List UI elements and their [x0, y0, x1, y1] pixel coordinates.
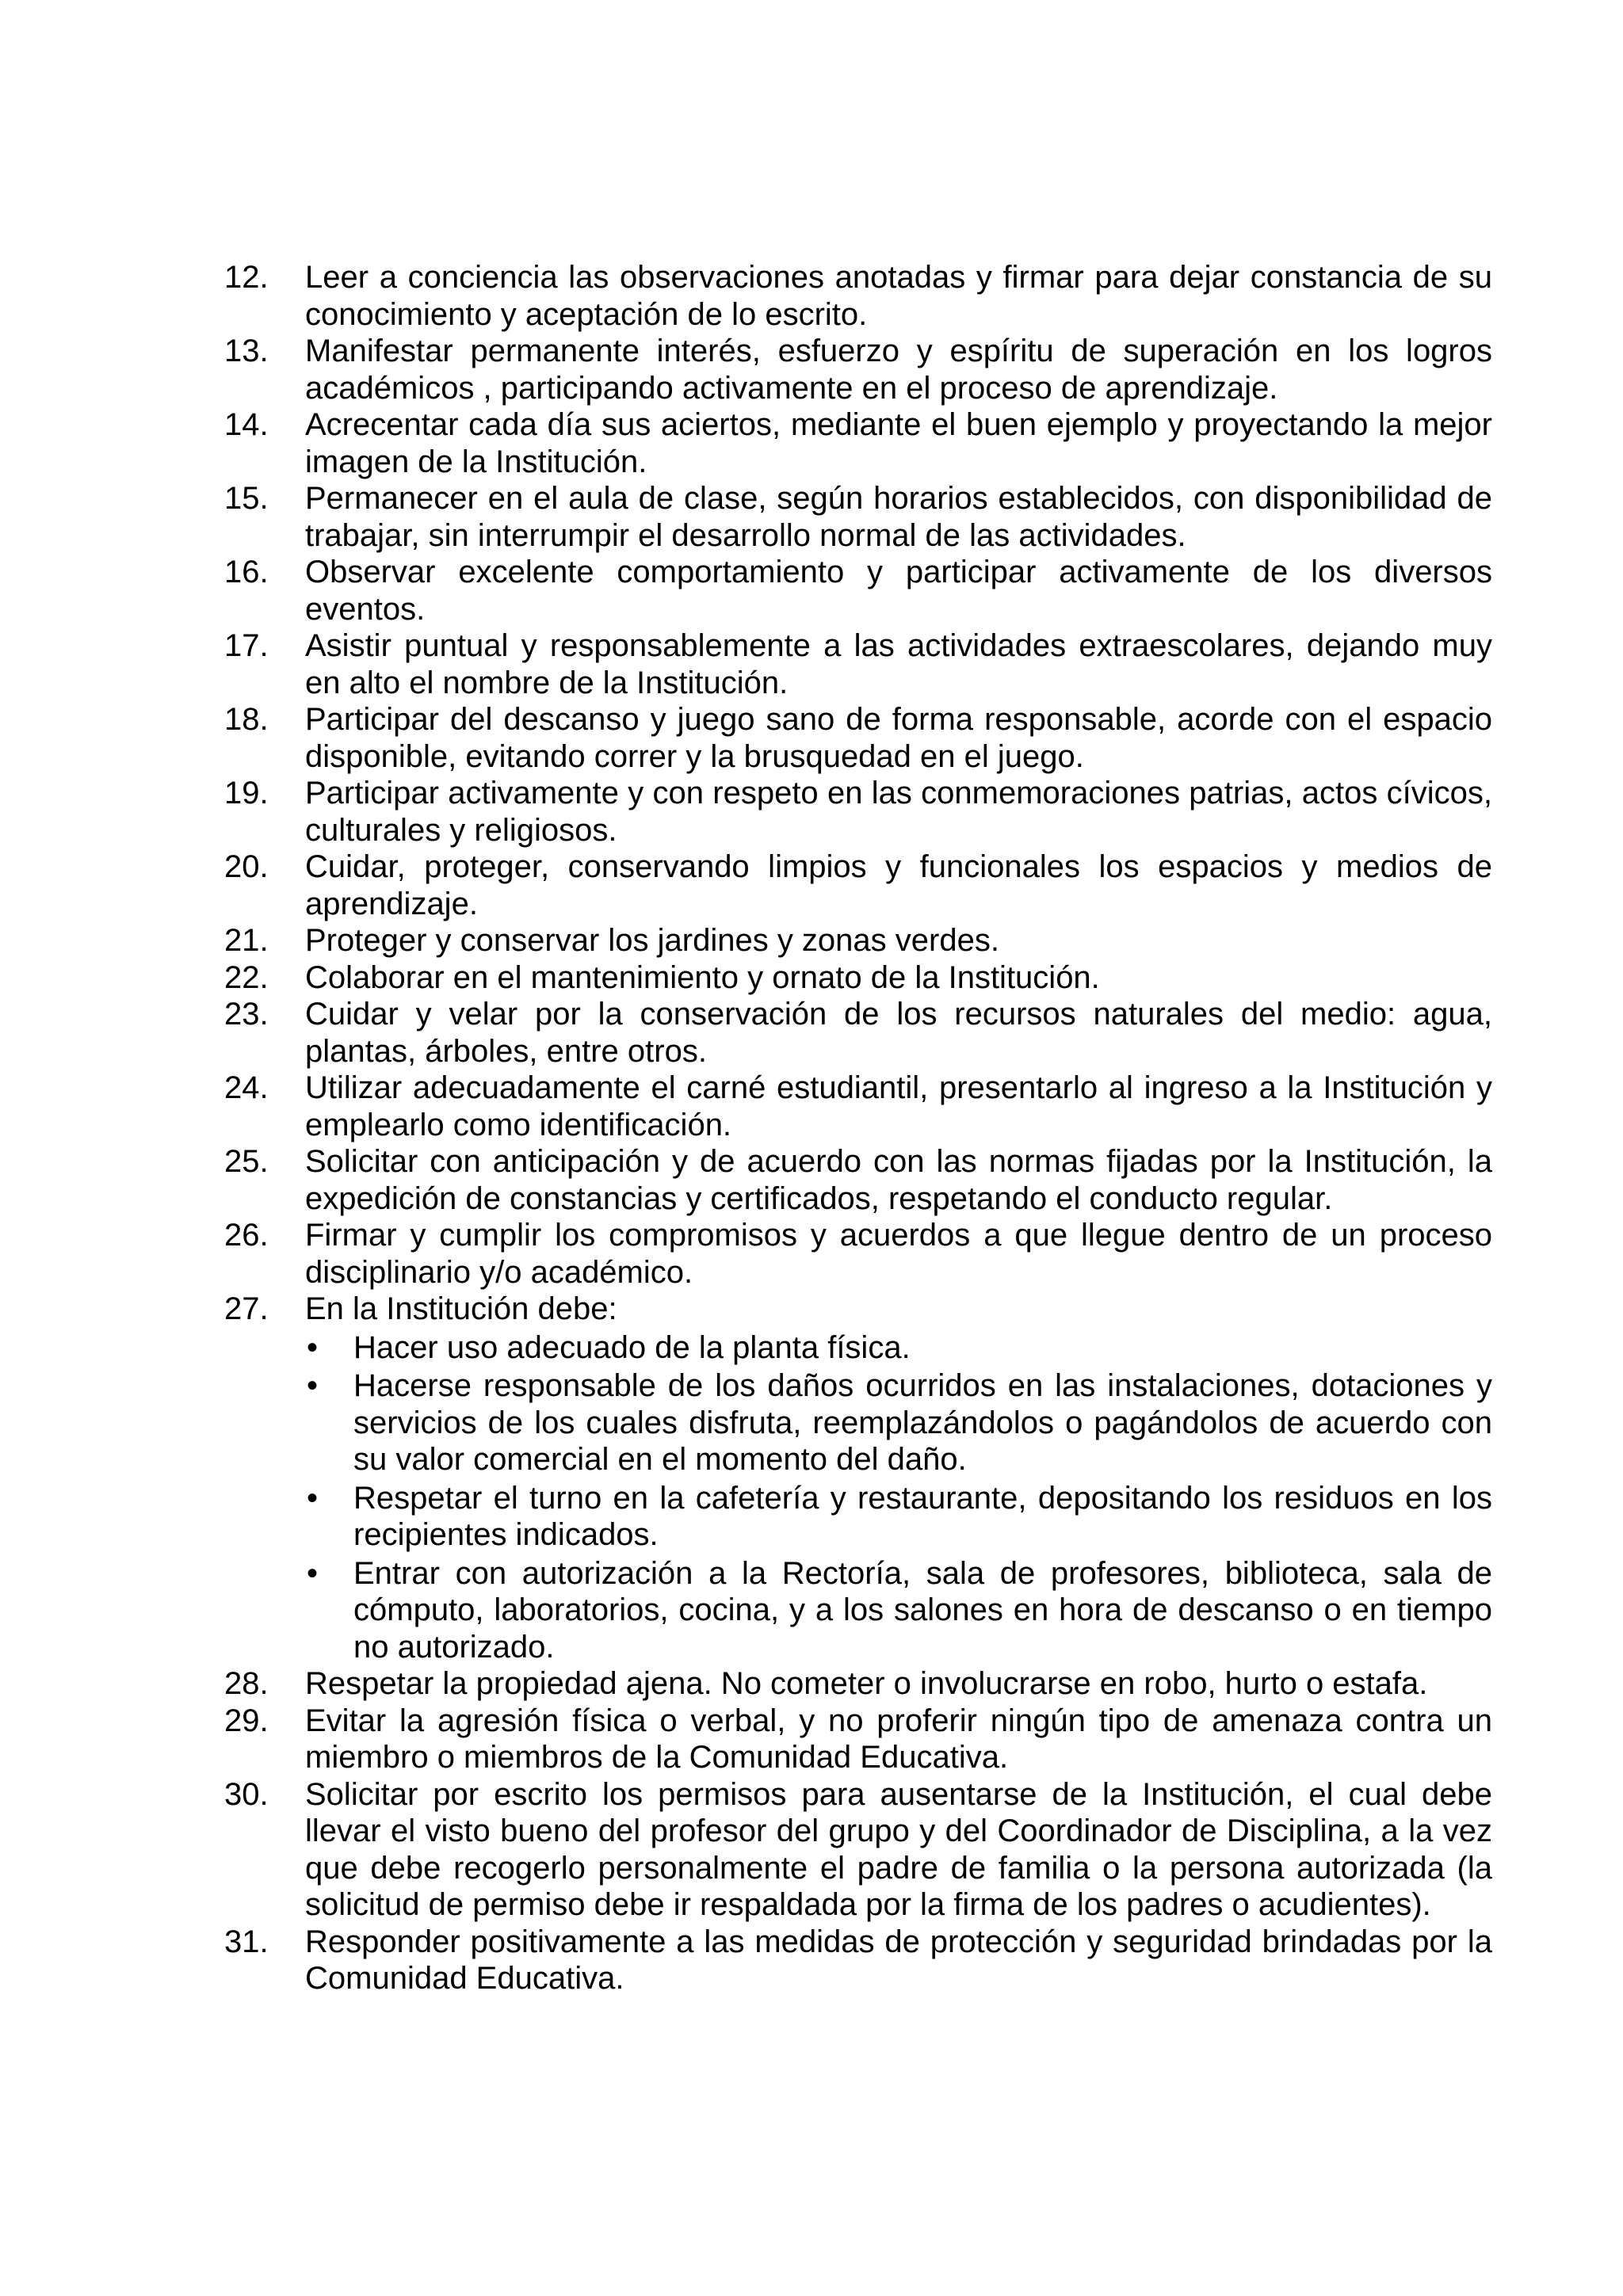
- list-item-15: [224, 480, 1492, 554]
- item-number: 26.: [224, 1218, 269, 1253]
- bullet-icon: •: [307, 1555, 319, 1591]
- item-number: 14.: [224, 407, 269, 442]
- sub-bullet-list: [305, 1329, 1492, 1666]
- item-text: Leer a conciencia las observaciones anotadas y firmar para dejar constancia de su conocimiento y aceptación de lo escrito.: [305, 260, 1492, 332]
- bullet-text: Hacer uso adecuado de la planta física.: [353, 1329, 911, 1365]
- item-text: Responder positivamente a las medidas de protección y seguridad brindadas por la Comunidad Educativa.: [305, 1924, 1492, 1996]
- item-text: Utilizar adecuadamente el carné estudiantil, presentarlo al ingreso a la Institución y emplearlo como identificación.: [305, 1070, 1492, 1142]
- item-text: Cuidar y velar por la conservación de los recursos naturales del medio: agua, plantas, árboles, entre otros.: [305, 997, 1492, 1069]
- item-number: 25.: [224, 1144, 269, 1179]
- item-number: 19.: [224, 776, 269, 810]
- bullet-item: [305, 1329, 1492, 1367]
- list-item-12: [224, 259, 1492, 333]
- bullet-text: Respetar el turno en la cafetería y restaurante, depositando los residuos en los recipientes indicados.: [353, 1480, 1492, 1552]
- item-body: [305, 1291, 1492, 1665]
- item-text: Respetar la propiedad ajena. No cometer o involucrarse en robo, hurto o estafa.: [305, 1666, 1428, 1701]
- bullet-icon: •: [307, 1329, 319, 1365]
- list-item-29: [224, 1703, 1492, 1776]
- item-number: 18.: [224, 702, 269, 737]
- list-item-27: [224, 1291, 1492, 1665]
- item-number: 30.: [224, 1776, 269, 1812]
- item-number: 27.: [224, 1291, 269, 1326]
- item-text: Manifestar permanente interés, esfuerzo y espíritu de superación en los logros académicos , participando activamente en el proceso de aprendizaje.: [305, 334, 1492, 406]
- bullet-text: Hacerse responsable de los daños ocurridos en las instalaciones, dotaciones y servicios de los cuales disfruta, reemplazándolos o pagándolos de acuerdo con su valor comercial en el momento del daño.: [353, 1368, 1492, 1477]
- item-number: 21.: [224, 923, 269, 958]
- list-item-19: [224, 775, 1492, 849]
- item-number: 12.: [224, 260, 269, 295]
- item-number: 23.: [224, 997, 269, 1032]
- list-item-14: [224, 406, 1492, 480]
- item-number: 15.: [224, 481, 269, 516]
- item-text: Observar excelente comportamiento y participar activamente de los diversos eventos.: [305, 555, 1492, 627]
- bullet-icon: •: [307, 1480, 319, 1516]
- list-item-20: [224, 849, 1492, 922]
- item-text: Firmar y cumplir los compromisos y acuerdos a que llegue dentro de un proceso disciplinario y/o académico.: [305, 1218, 1492, 1290]
- item-number: 17.: [224, 628, 269, 663]
- item-text: Participar activamente y con respeto en las conmemoraciones patrias, actos cívicos, culturales y religiosos.: [305, 776, 1492, 848]
- item-number: 29.: [224, 1703, 269, 1738]
- item-number: 22.: [224, 959, 269, 995]
- list-item-13: [224, 333, 1492, 406]
- list-item-25: [224, 1143, 1492, 1217]
- document-page: [224, 259, 1492, 1997]
- list-item-21: [224, 922, 1492, 959]
- item-text: En la Institución debe:: [305, 1291, 617, 1326]
- list-item-23: [224, 996, 1492, 1070]
- bullet-icon: •: [307, 1368, 319, 1403]
- item-text: Participar del descanso y juego sano de forma responsable, acorde con el espacio disponible, evitando correr y la brusquedad en el juego.: [305, 702, 1492, 774]
- list-item-28: [224, 1665, 1492, 1703]
- item-text: Evitar la agresión física o verbal, y no proferir ningún tipo de amenaza contra un miembro o miembros de la Comunidad Educativa.: [305, 1703, 1492, 1775]
- item-text: Asistir puntual y responsablemente a las actividades extraescolares, dejando muy en alto el nombre de la Institución.: [305, 628, 1492, 700]
- item-number: 16.: [224, 555, 269, 589]
- item-number: 20.: [224, 849, 269, 884]
- list-item-26: [224, 1217, 1492, 1291]
- list-item-31: [224, 1924, 1492, 1997]
- bullet-item: [305, 1367, 1492, 1478]
- item-text: Acrecentar cada día sus aciertos, mediante el buen ejemplo y proyectando la mejor imagen de la Institución.: [305, 407, 1492, 479]
- list-item-18: [224, 701, 1492, 775]
- item-number: 31.: [224, 1924, 269, 1959]
- bullet-item: [305, 1555, 1492, 1666]
- bullet-item: [305, 1480, 1492, 1554]
- item-text: Proteger y conservar los jardines y zonas verdes.: [305, 923, 999, 958]
- list-item-24: [224, 1070, 1492, 1143]
- list-item-17: [224, 627, 1492, 701]
- item-text: Solicitar con anticipación y de acuerdo con las normas fijadas por la Institución, la expedición de constancias y certificados, respetando el conducto regular.: [305, 1144, 1492, 1216]
- list-item-30: [224, 1776, 1492, 1924]
- item-text: Permanecer en el aula de clase, según horarios establecidos, con disponibilidad de trabajar, sin interrumpir el desarrollo normal de las actividades.: [305, 481, 1492, 553]
- item-text: Colaborar en el mantenimiento y ornato de la Institución.: [305, 959, 1100, 995]
- item-number: 13.: [224, 334, 269, 368]
- item-number: 24.: [224, 1070, 269, 1105]
- bullet-text: Entrar con autorización a la Rectoría, sala de profesores, biblioteca, sala de cómputo, laboratorios, cocina, y a los salones en hora de descanso o en tiempo no autorizado.: [353, 1555, 1492, 1665]
- item-text: Solicitar por escrito los permisos para ausentarse de la Institución, el cual debe llevar el visto bueno del profesor del grupo y del Coordinador de Disciplina, a la vez que debe recogerlo personalmente el padre de familia o la persona autorizada (la solicitud de permiso debe ir respaldada por la firma de los padres o acudientes).: [305, 1776, 1492, 1922]
- item-number: 28.: [224, 1666, 269, 1701]
- list-item-16: [224, 554, 1492, 627]
- item-text: Cuidar, proteger, conservando limpios y funcionales los espacios y medios de aprendizaje.: [305, 849, 1492, 921]
- list-item-22: [224, 959, 1492, 997]
